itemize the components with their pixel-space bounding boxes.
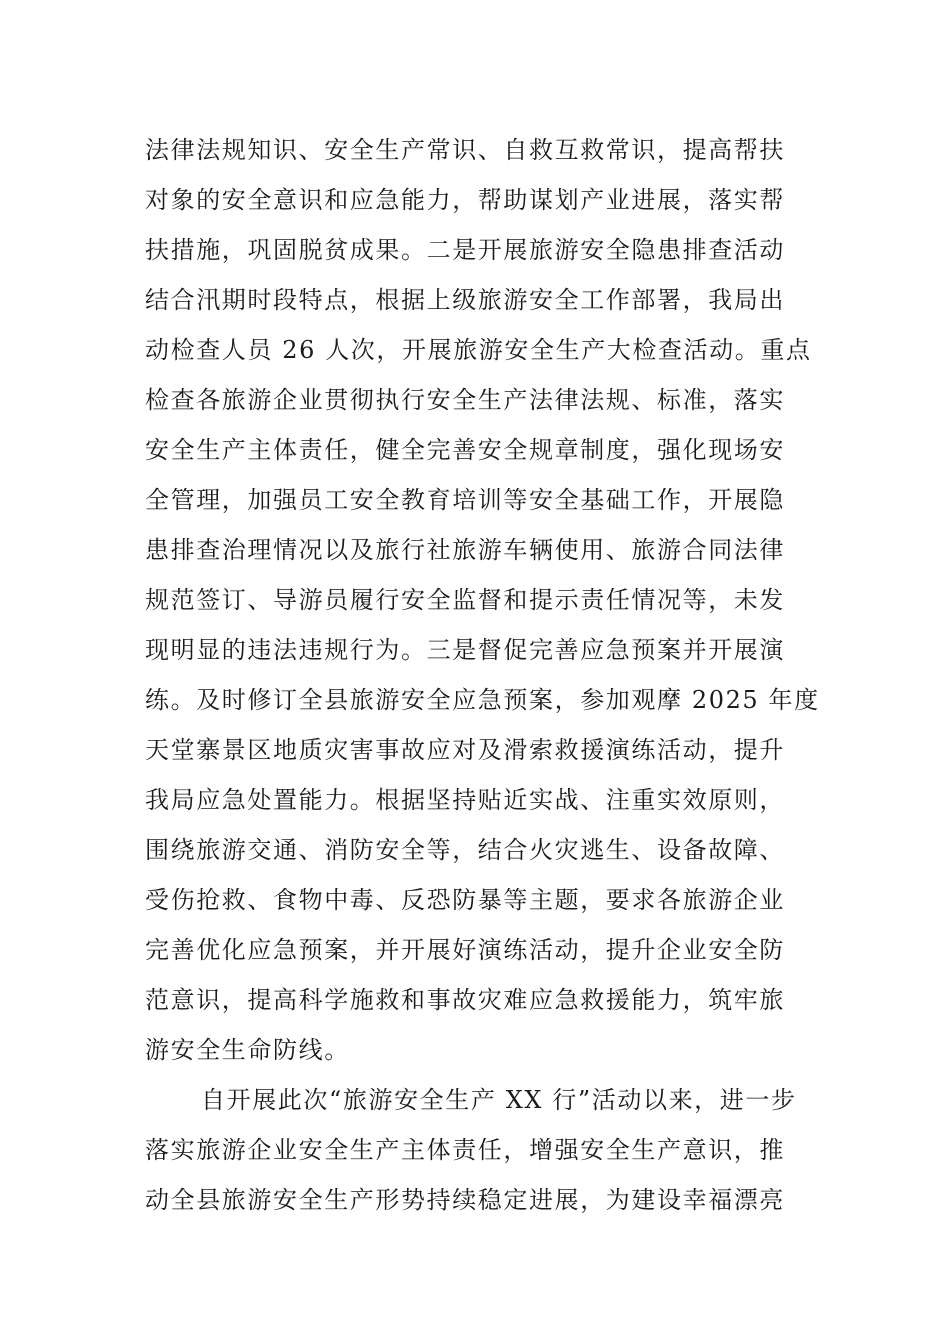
- paragraph-1-line-19: 游安全生命防线。: [145, 1036, 350, 1064]
- paragraph-2-line-1: 自开展此次“旅游安全生产 XX 行”活动以来，进一步: [201, 1086, 797, 1114]
- paragraph-1-line-15: 围绕旅游交通、消防安全等，结合火灾逃生、设备故障、: [145, 836, 785, 864]
- paragraph-1-line-4: 结合汛期时段特点，根据上级旅游安全工作部署，我局出: [145, 286, 785, 314]
- paragraph-1-line-3: 扶措施，巩固脱贫成果。二是开展旅游安全隐患排查活动: [145, 236, 785, 264]
- paragraph-2-line-2: 落实旅游企业安全生产主体责任，增强安全生产意识，推: [145, 1136, 785, 1164]
- paragraph-1-line-12: 练。及时修订全县旅游安全应急预案，参加观摩 2025 年度: [145, 686, 820, 714]
- paragraph-1-line-13: 天堂寨景区地质灾害事故应对及滑索救援演练活动，提升: [145, 736, 785, 764]
- paragraph-1-line-5: 动检查人员 26 人次，开展旅游安全生产大检查活动。重点: [145, 336, 812, 364]
- paragraph-1-line-2: 对象的安全意识和应急能力，帮助谋划产业进展，落实帮: [145, 186, 785, 214]
- paragraph-1-line-14: 我局应急处置能力。根据坚持贴近实战、注重实效原则，: [145, 786, 785, 814]
- paragraph-1-line-7: 安全生产主体责任，健全完善安全规章制度，强化现场安: [145, 436, 785, 464]
- paragraph-1-line-18: 范意识，提高科学施救和事故灾难应急救援能力，筑牢旅: [145, 986, 785, 1014]
- paragraph-1-line-16: 受伤抢救、食物中毒、反恐防暴等主题，要求各旅游企业: [145, 886, 785, 914]
- paragraph-1-line-10: 规范签订、导游员履行安全监督和提示责任情况等，未发: [145, 586, 785, 614]
- paragraph-1-line-17: 完善优化应急预案，并开展好演练活动，提升企业安全防: [145, 936, 785, 964]
- paragraph-1-line-9: 患排查治理情况以及旅行社旅游车辆使用、旅游合同法律: [145, 536, 785, 564]
- paragraph-1-line-1: 法律法规知识、安全生产常识、自救互救常识，提高帮扶: [145, 136, 785, 164]
- paragraph-1-line-6: 检查各旅游企业贯彻执行安全生产法律法规、标准，落实: [145, 386, 785, 414]
- paragraph-1-line-8: 全管理，加强员工安全教育培训等安全基础工作，开展隐: [145, 486, 785, 514]
- paragraph-1-line-11: 现明显的违法违规行为。三是督促完善应急预案并开展演: [145, 636, 785, 664]
- paragraph-2-line-3: 动全县旅游安全生产形势持续稳定进展，为建设幸福漂亮: [145, 1186, 785, 1214]
